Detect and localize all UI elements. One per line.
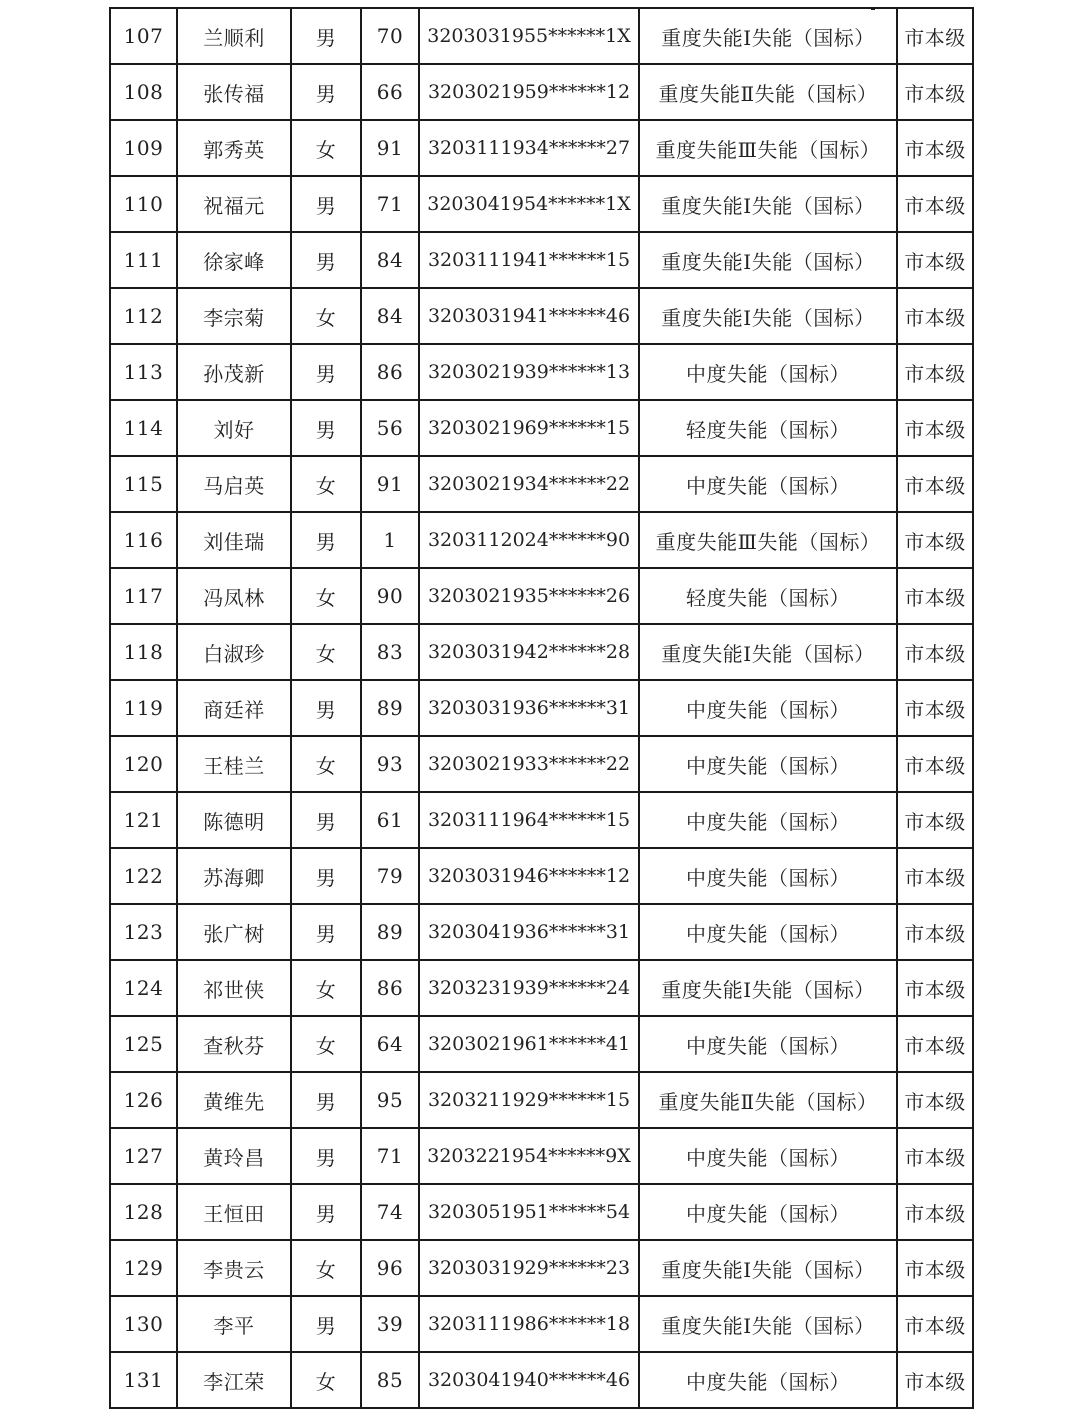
disability-level-cell: 重度失能Ⅰ失能（国标） <box>639 624 897 680</box>
disability-level-cell: 重度失能Ⅱ失能（国标） <box>639 1072 897 1128</box>
id-number-cell: 3203021934******22 <box>419 456 639 512</box>
id-number-cell: 3203221954******9X <box>419 1128 639 1184</box>
name-cell: 王桂兰 <box>177 736 291 792</box>
row-number-cell: 124 <box>110 960 177 1016</box>
disability-level-cell: 重度失能Ⅰ失能（国标） <box>639 8 897 64</box>
id-number-cell: 3203041940******46 <box>419 1352 639 1408</box>
gender-cell: 女 <box>291 456 361 512</box>
id-number-cell: 3203031941******46 <box>419 288 639 344</box>
id-number-cell: 3203111934******27 <box>419 120 639 176</box>
id-number-cell: 3203021969******15 <box>419 400 639 456</box>
name-cell: 刘佳瑞 <box>177 512 291 568</box>
disability-level-cell: 中度失能（国标） <box>639 1352 897 1408</box>
age-cell: 95 <box>361 1072 419 1128</box>
id-number-cell: 3203041936******31 <box>419 904 639 960</box>
jurisdiction-cell: 市本级 <box>897 8 973 64</box>
name-cell: 刘好 <box>177 400 291 456</box>
name-cell: 冯凤林 <box>177 568 291 624</box>
id-number-cell: 3203031936******31 <box>419 680 639 736</box>
gender-cell: 女 <box>291 736 361 792</box>
roster-body <box>110 8 973 1408</box>
age-cell: 84 <box>361 288 419 344</box>
age-cell: 1 <box>361 512 419 568</box>
row-number-cell: 119 <box>110 680 177 736</box>
row-number-cell: 115 <box>110 456 177 512</box>
id-number-cell: 3203211929******15 <box>419 1072 639 1128</box>
name-cell: 苏海卿 <box>177 848 291 904</box>
row-number-cell: 107 <box>110 8 177 64</box>
table-row <box>110 1296 973 1352</box>
gender-cell: 女 <box>291 1240 361 1296</box>
table-row <box>110 792 973 848</box>
disability-roster-table <box>109 7 974 1409</box>
id-number-cell: 3203021959******12 <box>419 64 639 120</box>
gender-cell: 男 <box>291 1184 361 1240</box>
name-cell: 祁世侠 <box>177 960 291 1016</box>
jurisdiction-cell: 市本级 <box>897 792 973 848</box>
table-row <box>110 456 973 512</box>
table-row <box>110 1240 973 1296</box>
top-edge-mark <box>871 7 875 10</box>
name-cell: 李江荣 <box>177 1352 291 1408</box>
jurisdiction-cell: 市本级 <box>897 1352 973 1408</box>
jurisdiction-cell: 市本级 <box>897 400 973 456</box>
id-number-cell: 3203051951******54 <box>419 1184 639 1240</box>
gender-cell: 男 <box>291 512 361 568</box>
table-row <box>110 288 973 344</box>
gender-cell: 男 <box>291 1072 361 1128</box>
age-cell: 90 <box>361 568 419 624</box>
jurisdiction-cell: 市本级 <box>897 848 973 904</box>
gender-cell: 男 <box>291 232 361 288</box>
disability-level-cell: 中度失能（国标） <box>639 680 897 736</box>
disability-level-cell: 轻度失能（国标） <box>639 568 897 624</box>
gender-cell: 男 <box>291 344 361 400</box>
disability-level-cell: 重度失能Ⅰ失能（国标） <box>639 232 897 288</box>
gender-cell: 女 <box>291 1016 361 1072</box>
age-cell: 89 <box>361 680 419 736</box>
age-cell: 91 <box>361 120 419 176</box>
disability-level-cell: 中度失能（国标） <box>639 1184 897 1240</box>
name-cell: 黄玲昌 <box>177 1128 291 1184</box>
jurisdiction-cell: 市本级 <box>897 176 973 232</box>
gender-cell: 男 <box>291 1128 361 1184</box>
name-cell: 黄维先 <box>177 1072 291 1128</box>
table-row <box>110 120 973 176</box>
row-number-cell: 125 <box>110 1016 177 1072</box>
disability-level-cell: 中度失能（国标） <box>639 1016 897 1072</box>
gender-cell: 男 <box>291 792 361 848</box>
jurisdiction-cell: 市本级 <box>897 232 973 288</box>
name-cell: 郭秀英 <box>177 120 291 176</box>
age-cell: 86 <box>361 344 419 400</box>
name-cell: 孙茂新 <box>177 344 291 400</box>
row-number-cell: 116 <box>110 512 177 568</box>
name-cell: 李贵云 <box>177 1240 291 1296</box>
name-cell: 王恒田 <box>177 1184 291 1240</box>
table-row <box>110 1128 973 1184</box>
disability-level-cell: 重度失能Ⅰ失能（国标） <box>639 1296 897 1352</box>
gender-cell: 男 <box>291 8 361 64</box>
row-number-cell: 127 <box>110 1128 177 1184</box>
gender-cell: 男 <box>291 848 361 904</box>
row-number-cell: 109 <box>110 120 177 176</box>
name-cell: 白淑珍 <box>177 624 291 680</box>
table-row <box>110 64 973 120</box>
id-number-cell: 3203021961******41 <box>419 1016 639 1072</box>
id-number-cell: 3203231939******24 <box>419 960 639 1016</box>
table-row <box>110 568 973 624</box>
gender-cell: 女 <box>291 568 361 624</box>
gender-cell: 男 <box>291 904 361 960</box>
disability-level-cell: 中度失能（国标） <box>639 904 897 960</box>
table-row <box>110 1072 973 1128</box>
row-number-cell: 122 <box>110 848 177 904</box>
gender-cell: 女 <box>291 1352 361 1408</box>
jurisdiction-cell: 市本级 <box>897 1296 973 1352</box>
gender-cell: 女 <box>291 960 361 1016</box>
disability-level-cell: 重度失能Ⅰ失能（国标） <box>639 176 897 232</box>
id-number-cell: 3203031929******23 <box>419 1240 639 1296</box>
jurisdiction-cell: 市本级 <box>897 120 973 176</box>
disability-level-cell: 重度失能Ⅲ失能（国标） <box>639 512 897 568</box>
id-number-cell: 3203021939******13 <box>419 344 639 400</box>
disability-level-cell: 重度失能Ⅰ失能（国标） <box>639 1240 897 1296</box>
id-number-cell: 3203031946******12 <box>419 848 639 904</box>
age-cell: 74 <box>361 1184 419 1240</box>
age-cell: 83 <box>361 624 419 680</box>
gender-cell: 男 <box>291 680 361 736</box>
roster-sheet <box>109 7 972 1409</box>
id-number-cell: 3203111986******18 <box>419 1296 639 1352</box>
name-cell: 兰顺利 <box>177 8 291 64</box>
jurisdiction-cell: 市本级 <box>897 568 973 624</box>
row-number-cell: 118 <box>110 624 177 680</box>
age-cell: 71 <box>361 1128 419 1184</box>
disability-level-cell: 重度失能Ⅰ失能（国标） <box>639 960 897 1016</box>
table-row <box>110 624 973 680</box>
age-cell: 39 <box>361 1296 419 1352</box>
table-row <box>110 848 973 904</box>
row-number-cell: 129 <box>110 1240 177 1296</box>
row-number-cell: 113 <box>110 344 177 400</box>
jurisdiction-cell: 市本级 <box>897 64 973 120</box>
gender-cell: 女 <box>291 288 361 344</box>
table-row <box>110 1016 973 1072</box>
age-cell: 79 <box>361 848 419 904</box>
table-row <box>110 960 973 1016</box>
table-row <box>110 904 973 960</box>
table-row <box>110 1352 973 1408</box>
disability-level-cell: 中度失能（国标） <box>639 344 897 400</box>
age-cell: 71 <box>361 176 419 232</box>
jurisdiction-cell: 市本级 <box>897 624 973 680</box>
row-number-cell: 112 <box>110 288 177 344</box>
table-row <box>110 8 973 64</box>
table-row <box>110 1184 973 1240</box>
age-cell: 91 <box>361 456 419 512</box>
row-number-cell: 130 <box>110 1296 177 1352</box>
jurisdiction-cell: 市本级 <box>897 288 973 344</box>
age-cell: 86 <box>361 960 419 1016</box>
gender-cell: 男 <box>291 400 361 456</box>
row-number-cell: 121 <box>110 792 177 848</box>
age-cell: 64 <box>361 1016 419 1072</box>
id-number-cell: 3203031955******1X <box>419 8 639 64</box>
disability-level-cell: 重度失能Ⅲ失能（国标） <box>639 120 897 176</box>
name-cell: 祝福元 <box>177 176 291 232</box>
age-cell: 66 <box>361 64 419 120</box>
disability-level-cell: 中度失能（国标） <box>639 848 897 904</box>
row-number-cell: 128 <box>110 1184 177 1240</box>
age-cell: 89 <box>361 904 419 960</box>
id-number-cell: 3203112024******90 <box>419 512 639 568</box>
gender-cell: 男 <box>291 176 361 232</box>
gender-cell: 女 <box>291 120 361 176</box>
age-cell: 61 <box>361 792 419 848</box>
row-number-cell: 126 <box>110 1072 177 1128</box>
id-number-cell: 3203111941******15 <box>419 232 639 288</box>
row-number-cell: 120 <box>110 736 177 792</box>
row-number-cell: 131 <box>110 1352 177 1408</box>
disability-level-cell: 中度失能（国标） <box>639 456 897 512</box>
jurisdiction-cell: 市本级 <box>897 904 973 960</box>
disability-level-cell: 重度失能Ⅱ失能（国标） <box>639 64 897 120</box>
age-cell: 56 <box>361 400 419 456</box>
jurisdiction-cell: 市本级 <box>897 1072 973 1128</box>
name-cell: 张传福 <box>177 64 291 120</box>
jurisdiction-cell: 市本级 <box>897 736 973 792</box>
jurisdiction-cell: 市本级 <box>897 1240 973 1296</box>
jurisdiction-cell: 市本级 <box>897 512 973 568</box>
name-cell: 徐家峰 <box>177 232 291 288</box>
table-row <box>110 736 973 792</box>
table-row <box>110 344 973 400</box>
row-number-cell: 114 <box>110 400 177 456</box>
row-number-cell: 110 <box>110 176 177 232</box>
name-cell: 陈德明 <box>177 792 291 848</box>
age-cell: 96 <box>361 1240 419 1296</box>
name-cell: 张广树 <box>177 904 291 960</box>
jurisdiction-cell: 市本级 <box>897 680 973 736</box>
age-cell: 70 <box>361 8 419 64</box>
row-number-cell: 108 <box>110 64 177 120</box>
gender-cell: 男 <box>291 1296 361 1352</box>
jurisdiction-cell: 市本级 <box>897 960 973 1016</box>
age-cell: 85 <box>361 1352 419 1408</box>
id-number-cell: 3203031942******28 <box>419 624 639 680</box>
age-cell: 93 <box>361 736 419 792</box>
disability-level-cell: 中度失能（国标） <box>639 792 897 848</box>
name-cell: 商廷祥 <box>177 680 291 736</box>
disability-level-cell: 轻度失能（国标） <box>639 400 897 456</box>
disability-level-cell: 重度失能Ⅰ失能（国标） <box>639 288 897 344</box>
id-number-cell: 3203021933******22 <box>419 736 639 792</box>
jurisdiction-cell: 市本级 <box>897 1016 973 1072</box>
row-number-cell: 117 <box>110 568 177 624</box>
name-cell: 李平 <box>177 1296 291 1352</box>
jurisdiction-cell: 市本级 <box>897 344 973 400</box>
jurisdiction-cell: 市本级 <box>897 1128 973 1184</box>
disability-level-cell: 中度失能（国标） <box>639 736 897 792</box>
gender-cell: 女 <box>291 624 361 680</box>
gender-cell: 男 <box>291 64 361 120</box>
row-number-cell: 111 <box>110 232 177 288</box>
name-cell: 查秋芬 <box>177 1016 291 1072</box>
id-number-cell: 3203041954******1X <box>419 176 639 232</box>
table-row <box>110 232 973 288</box>
id-number-cell: 3203111964******15 <box>419 792 639 848</box>
row-number-cell: 123 <box>110 904 177 960</box>
table-row <box>110 512 973 568</box>
age-cell: 84 <box>361 232 419 288</box>
table-row <box>110 400 973 456</box>
id-number-cell: 3203021935******26 <box>419 568 639 624</box>
jurisdiction-cell: 市本级 <box>897 1184 973 1240</box>
disability-level-cell: 中度失能（国标） <box>639 1128 897 1184</box>
table-row <box>110 176 973 232</box>
table-row <box>110 680 973 736</box>
name-cell: 马启英 <box>177 456 291 512</box>
jurisdiction-cell: 市本级 <box>897 456 973 512</box>
name-cell: 李宗菊 <box>177 288 291 344</box>
